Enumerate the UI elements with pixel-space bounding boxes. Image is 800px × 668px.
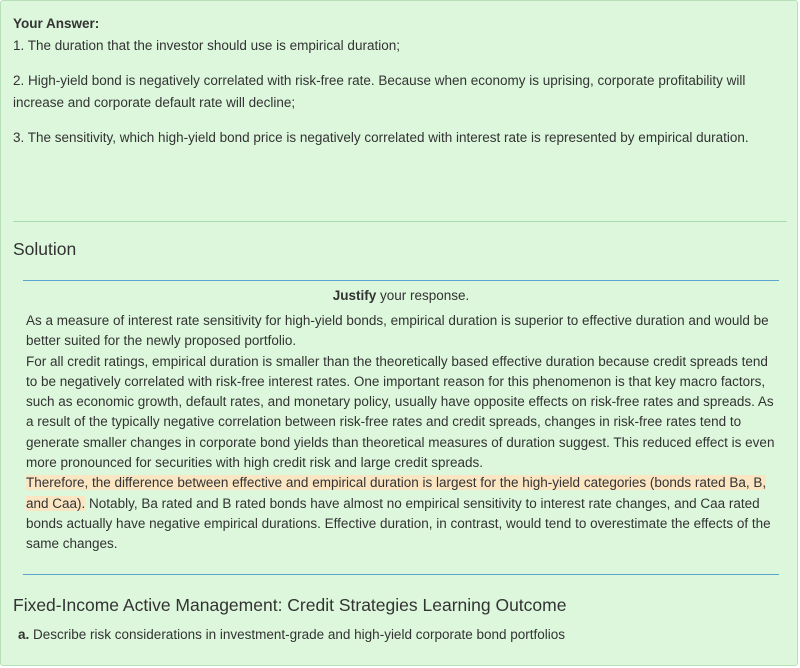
highlighted-conclusion: Therefore, the difference between effective and empirical duration is largest for the high-yield categories (bonds rated Ba, B, and Caa).: [26, 475, 767, 511]
your-answer-heading: Your Answer:: [13, 16, 100, 31]
solution-paragraph-2: For all credit ratings, empirical duration is smaller than the theoretically based effective duration because credit spreads tend to be negatively correlated with risk-free interest rates. One important reason for this phenomenon is that key macro factors, such as economic growth, default rates, and monetary policy, usually have opposite effects on risk-free rates and spreads. As a result of the typically negative correlation between risk-free rates and credit spreads, changes in risk-free rates tend to generate smaller changes in corporate bond yields than theoretical measures of duration suggest. This reduced effect is even more pronounced for securities with high credit risk and large credit spreads.: [26, 353, 775, 471]
solution-paragraph-3-rest: Notably, Ba rated and B rated bonds have almost no empirical sensitivity to interest rate changes, and Caa rated bonds actually have negative empirical durations. Effective duration, in contrast, would tend to overestimate the effects of the same changes.: [26, 495, 771, 552]
justify-prompt: [23, 287, 779, 305]
justify-rest: your response.: [376, 288, 470, 303]
solution-paragraph-3: [26, 473, 780, 554]
justify-bold: Justify: [332, 288, 377, 303]
section-divider: [13, 221, 787, 222]
learning-outcome-item: [18, 625, 778, 645]
answer-item-1: 1. The duration that the investor should use is empirical duration;: [13, 38, 400, 53]
your-answer-section: [13, 13, 783, 162]
answer-item-3: 3. The sensitivity, which high-yield bond price is negatively correlated with interest rate is represented by empirical duration.: [13, 130, 749, 145]
solution-bottom-divider: [23, 574, 779, 575]
answer-item-2: 2. High-yield bond is negatively correlated with risk-free rate. Because when economy is uprising, corporate profitability will increase and corporate default rate will decline;: [13, 73, 746, 110]
solution-title: Solution: [13, 239, 77, 259]
solution-paragraph-1: As a measure of interest rate sensitivity for high-yield bonds, empirical duration is superior to effective duration and would be better suited for the newly proposed portfolio.: [26, 313, 769, 349]
solution-top-divider: [23, 280, 779, 281]
outcome-item-text: Describe risk considerations in investment-grade and high-yield corporate bond portfolios: [29, 627, 566, 642]
solution-body: [26, 311, 780, 555]
learning-outcome-title: Fixed-Income Active Management: Credit Strategies Learning Outcome: [13, 595, 567, 615]
outcome-item-marker: a.: [18, 627, 30, 642]
